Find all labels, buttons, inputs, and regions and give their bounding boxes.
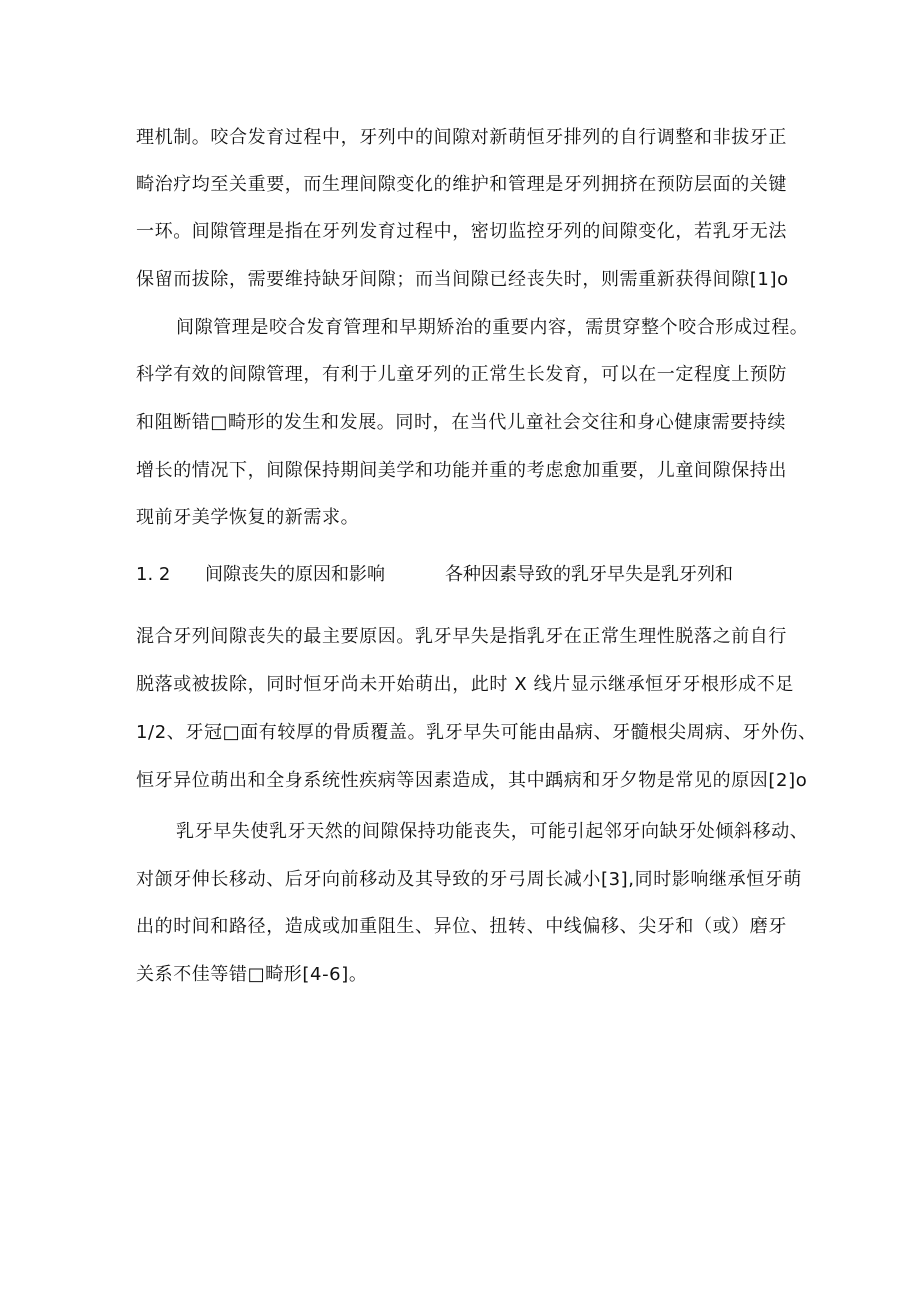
text-line: 保留而拔除，需要维持缺牙间隙；而当间隙已经丧失时，则需重新获得间隙[1]o xyxy=(136,269,789,290)
text-line: 一环。间隙管理是指在牙列发育过程中，密切监控牙列的间隙变化，若乳牙无法 xyxy=(136,221,787,242)
text-line: 和阻断错□畸形的发生和发展。同时，在当代儿童社会交往和身心健康需要持续 xyxy=(136,412,787,433)
section-title: 间隙丧失的原因和影响 xyxy=(205,564,385,585)
text-line: 混合牙列间隙丧失的最主要原因。乳牙早失是指乳牙在正常生理性脱落之前自行 xyxy=(136,626,787,647)
text-line: 脱落或被拔除，同时恒牙尚未开始萌出，此时 X 线片显示继承恒牙牙根形成不足 xyxy=(136,674,794,695)
heading-continuation-text: 各种因素导致的乳牙早失是乳牙列和 xyxy=(445,564,733,585)
text-line: 恒牙异位萌出和全身系统性疾病等因素造成，其中踽病和牙夕物是常见的原因[2]o xyxy=(136,770,808,791)
text-line: 畸治疗均至关重要，而生理间隙变化的维护和管理是牙列拥挤在预防层面的关键 xyxy=(136,174,787,195)
text-line: 间隙管理是咬合发育管理和早期矫治的重要内容，需贯穿整个咬合形成过程。 xyxy=(176,317,809,338)
text-line: 乳牙早失使乳牙天然的间隙保持功能丧失，可能引起邻牙向缺牙处倾斜移动、 xyxy=(176,821,809,842)
section-number: 1. 2 xyxy=(136,564,171,585)
text-line: 增长的情况下，间隙保持期间美学和功能并重的考虑愈加重要，儿童间隙保持出 xyxy=(136,460,787,481)
text-line: 理机制。咬合发育过程中，牙列中的间隙对新萌恒牙排列的自行调整和非拔牙正 xyxy=(136,127,787,148)
text-line: 对颌牙伸长移动、后牙向前移动及其导致的牙弓周长减小[3],同时影响继承恒牙萌 xyxy=(136,869,803,890)
text-line: 关系不佳等错□畸形[4-6]。 xyxy=(136,964,368,985)
text-line: 出的时间和路径，造成或加重阻生、异位、扭转、中线偏移、尖牙和（或）磨牙 xyxy=(136,916,787,937)
text-line: 科学有效的间隙管理，有利于儿童牙列的正常生长发育，可以在一定程度上预防 xyxy=(136,364,787,385)
text-line: 现前牙美学恢复的新需求。 xyxy=(136,507,360,528)
text-line: 1/2、牙冠□面有较厚的骨质覆盖。乳牙早失可能由晶病、牙髓根尖周病、牙外伤、 xyxy=(136,722,817,743)
